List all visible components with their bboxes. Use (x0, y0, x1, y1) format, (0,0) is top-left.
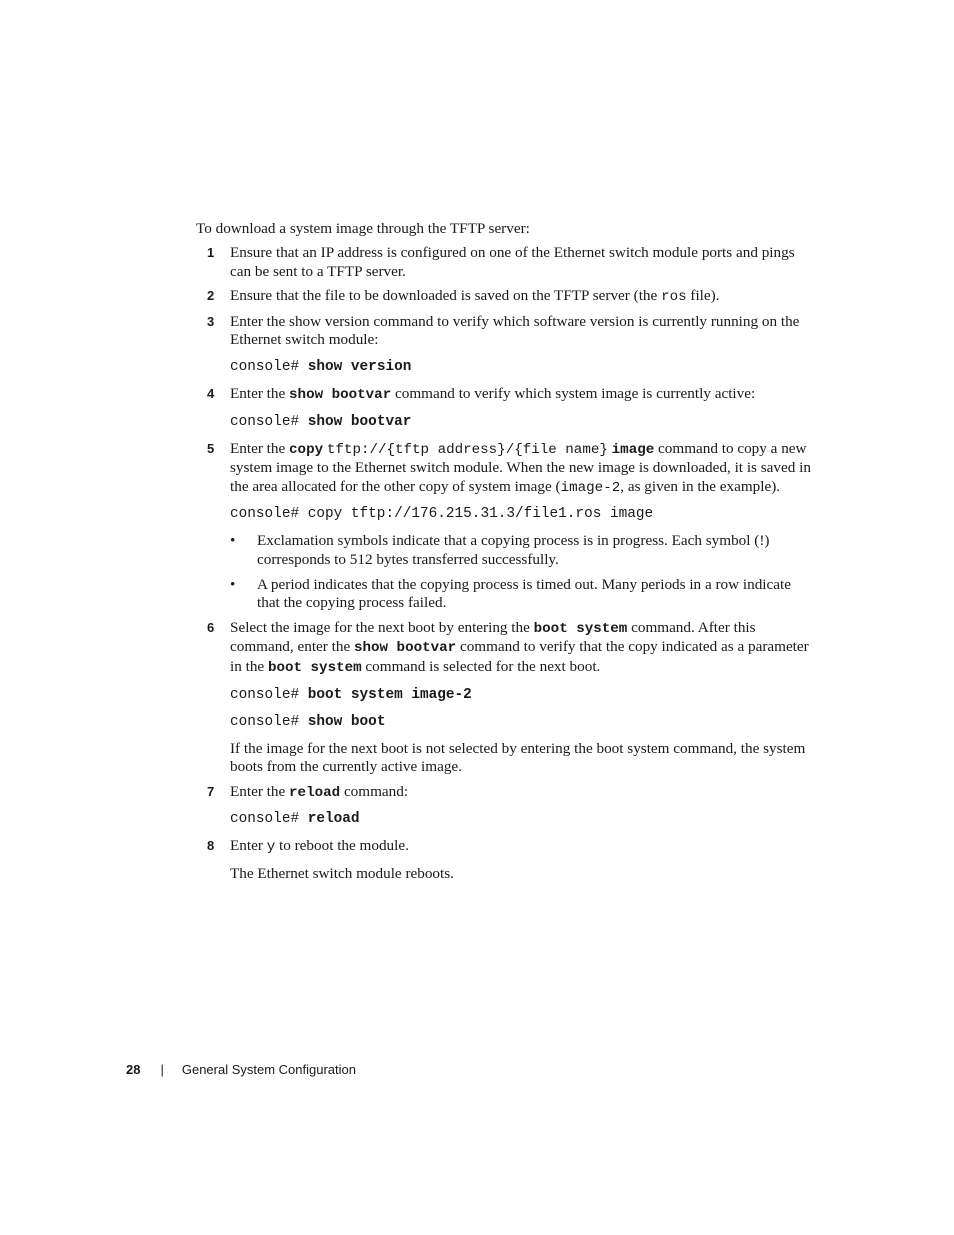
console-prompt: console# (230, 686, 300, 703)
page-content (196, 219, 816, 889)
text-run: Ensure that the file to be downloaded is saved on the TFTP server (the (230, 287, 662, 305)
bullet-list (230, 532, 816, 612)
inline-code: ros (661, 289, 687, 306)
console-command: show bootvar (307, 413, 412, 430)
step-text (230, 619, 816, 678)
text-run: command is selected for the next boot. (361, 657, 601, 675)
step-4 (196, 385, 816, 431)
step-5 (196, 440, 816, 613)
step-text (230, 287, 816, 307)
step-2 (196, 287, 816, 307)
step-text (230, 385, 816, 405)
step-note: The Ethernet switch module reboots. (230, 864, 454, 882)
page-footer (126, 1062, 356, 1077)
inline-command: show bootvar (353, 640, 457, 657)
code-example (230, 686, 816, 704)
intro-text: To download a system image through the TFTP server: (196, 220, 530, 237)
inline-code: y (266, 839, 276, 856)
bullet-item (230, 532, 816, 569)
text-run: , as given in the example). (620, 477, 781, 495)
text-run: command: (340, 782, 409, 800)
inline-command: boot system (267, 659, 362, 676)
text-run: Enter the (230, 439, 290, 457)
code-example (230, 413, 816, 431)
step-number: 7 (207, 783, 215, 799)
bullet-item (230, 576, 816, 613)
code-example (230, 810, 816, 828)
code-example (230, 713, 816, 731)
bullet-text: A period indicates that the copying process is timed out. Many periods in a row indicate that the copying process failed. (257, 575, 791, 612)
step-number: 5 (207, 440, 215, 456)
step-text (230, 837, 816, 857)
step-note: If the image for the next boot is not selected by entering the boot system command, the system boots from the currently active image. (230, 739, 806, 776)
step-number: 1 (207, 245, 215, 260)
inline-command: image (611, 441, 655, 458)
console-prompt: console# (230, 811, 300, 828)
step-number: 8 (207, 838, 215, 854)
page-number: 28 (126, 1062, 141, 1077)
text-run: Enter the (230, 782, 290, 800)
inline-command: copy (289, 441, 324, 458)
section-title: General System Configuration (181, 1062, 357, 1077)
console-prompt: console# (230, 713, 300, 730)
code-example (230, 358, 816, 376)
code-example: console# copy tftp://176.215.31.3/file1.ros image (230, 506, 654, 523)
text-run: Enter (230, 837, 267, 855)
step-number: 3 (207, 313, 215, 329)
step-6 (196, 619, 816, 777)
text-run: command to copy a new system image to the Ethernet switch module. When the new image is downloaded, it is saved in the area allocated for the other copy of system image ( (230, 439, 811, 495)
step-7 (196, 783, 816, 829)
console-command: show boot (307, 713, 386, 730)
step-text (230, 783, 816, 803)
console-command: boot system image-2 (307, 686, 472, 703)
console-prompt: console# (230, 358, 300, 375)
text-run: command to verify which system image is currently active: (391, 384, 756, 402)
step-1 (196, 244, 816, 281)
step-number: 2 (207, 288, 215, 304)
step-number: 4 (207, 385, 215, 401)
step-3 (196, 313, 816, 376)
inline-command: show version (289, 312, 370, 330)
text-run: Enter the (230, 384, 290, 402)
step-text: Ensure that an IP address is configured on one of the Ethernet switch module ports and pings can be sent to a TFTP server. (230, 244, 795, 280)
text-run: command to verify which software version is currently running on the Ethernet switch module: (230, 312, 800, 349)
step-text (230, 440, 816, 498)
inline-command: show bootvar (289, 386, 392, 403)
footer-separator: | (160, 1062, 164, 1077)
text-run: to reboot the module. (275, 837, 409, 855)
text-run: file). (686, 287, 720, 305)
bullet-text: Exclamation symbols indicate that a copying process is in progress. Each symbol (!) corresponds to 512 bytes transferred successfully. (257, 532, 770, 568)
inline-code: tftp://{tftp address}/{file name} (326, 441, 608, 458)
console-command: show version (307, 358, 412, 375)
bullet-icon: • (230, 575, 236, 593)
inline-command: reload (289, 784, 341, 801)
step-8 (196, 837, 816, 883)
console-prompt: console# (230, 413, 300, 430)
text-run: Enter the (230, 312, 290, 330)
inline-command: boot system (533, 620, 628, 637)
text-run: Select the image for the next boot by entering the (230, 618, 534, 636)
inline-code: image-2 (560, 479, 621, 496)
text-run: command. After this command, enter the (230, 618, 756, 656)
console-command: reload (307, 811, 360, 828)
text-run: command to verify that the copy indicated as a parameter in the (230, 638, 809, 675)
bullet-icon: • (230, 532, 236, 550)
step-text (230, 313, 816, 350)
step-number: 6 (207, 619, 215, 635)
